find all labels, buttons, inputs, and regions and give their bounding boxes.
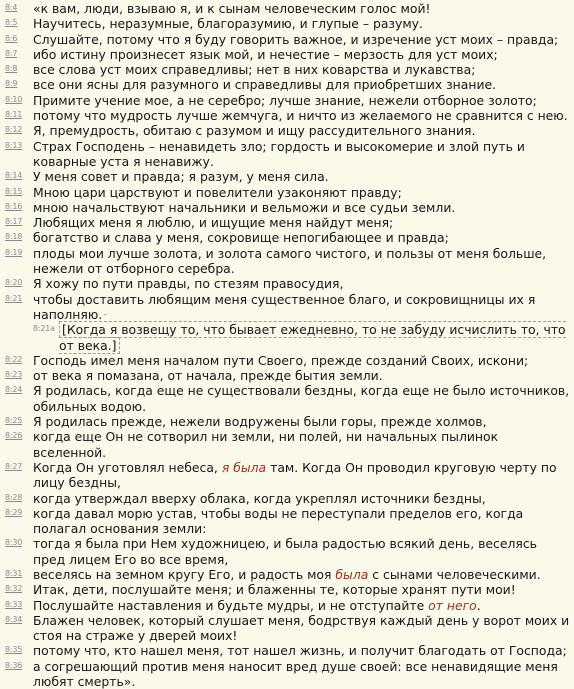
verse <box>0 230 574 245</box>
verse-text <box>33 582 516 597</box>
verse <box>0 108 574 123</box>
verse-text-segment: [Когда я возвещу то, что бывает ежедневно, то не забуду исчислить то, что от века.] <box>59 322 566 353</box>
verse <box>0 429 574 460</box>
verse-text-segment: Послушайте наставления и будьте мудры, и не отступайте <box>33 597 429 613</box>
verse <box>0 185 574 200</box>
verse <box>0 215 574 230</box>
verse-text <box>33 292 535 322</box>
verse-text <box>33 185 402 200</box>
verse-text-segment: с сынами человеческими. <box>368 566 541 582</box>
verse-text <box>33 383 569 413</box>
verse-text-segment: Я родилась прежде, нежели водружены были горы, прежде холмов, <box>33 414 487 430</box>
verse-text <box>33 567 541 582</box>
verse <box>0 613 574 644</box>
verse-number-link[interactable]: 8:29 <box>5 507 23 517</box>
verse-text-segment: Блажен человек, который слушает меня, бодрствуя каждый день у ворот моих и стоя на страже у дверей моих! <box>33 612 570 644</box>
verse <box>0 582 574 597</box>
verse-number-link[interactable]: 8:31 <box>5 568 23 578</box>
verse-text <box>33 77 496 92</box>
cross-reference-marker[interactable]: – <box>103 309 108 319</box>
verse <box>0 322 574 353</box>
verse <box>0 1 574 16</box>
verse-number-link[interactable]: 8:5 <box>5 18 18 28</box>
verse-text-segment: когда утверждал вверху облака, когда укреплял источники бездны, <box>33 490 486 506</box>
verse-number-link[interactable]: 8:36 <box>5 660 23 670</box>
verse-text <box>33 230 449 245</box>
italic-insert: от него <box>428 597 477 613</box>
verse-text <box>33 536 537 566</box>
verse-text <box>33 139 525 169</box>
verse-text-segment: Слушайте, потому что я буду говорить важное, и изречение уст моих – правда; <box>33 31 559 47</box>
verse-text-segment: Страх Господень – ненавидеть зло; гордость и высокомерие и злой путь и коварные уста я ненавижу. <box>33 138 525 169</box>
verse-text-segment: там. Когда Он проводил круговую черту по лицу бездны, <box>33 459 557 491</box>
verse-number-link[interactable]: 8:14 <box>5 171 23 181</box>
verse <box>0 93 574 108</box>
verse-number-link[interactable]: 8:10 <box>5 94 23 104</box>
verse-text <box>33 429 498 459</box>
verse-number-link[interactable]: 8:21a <box>33 324 55 334</box>
verse-text-segment: . <box>476 597 481 613</box>
verse <box>0 643 574 658</box>
verse-text <box>33 368 383 383</box>
verse-text-segment: богатство и слава у меня, сокровище непогибающее и правда; <box>33 230 449 246</box>
verse-text-segment: Научитесь, неразумные, благоразумию, и глупые – разуму. <box>33 16 423 32</box>
verse-number-link[interactable]: 8:24 <box>5 385 23 395</box>
verse <box>0 414 574 429</box>
verse <box>0 139 574 170</box>
verse <box>0 460 574 491</box>
verse-number-link[interactable]: 8:8 <box>5 64 18 74</box>
verse <box>0 200 574 215</box>
verse <box>0 383 574 414</box>
verse-number-link[interactable]: 8:19 <box>5 247 23 257</box>
verse-number-link[interactable]: 8:20 <box>5 278 23 288</box>
verse-number-link[interactable]: 8:34 <box>5 614 23 624</box>
verse-text <box>33 93 537 108</box>
verse <box>0 659 574 689</box>
verse-text <box>33 200 455 215</box>
verse-number-link[interactable]: 8:35 <box>5 645 23 655</box>
verse-number-link[interactable]: 8:13 <box>5 140 23 150</box>
verse-number-link[interactable]: 8:16 <box>5 201 23 211</box>
verse-number-link[interactable]: 8:28 <box>5 492 23 502</box>
verse <box>0 276 574 291</box>
verse-text <box>33 246 546 276</box>
verse <box>0 292 574 323</box>
verse-text <box>33 460 557 490</box>
verse <box>0 169 574 184</box>
verse-text-segment: от века я помазана, от начала, прежде бытия земли. <box>33 368 383 384</box>
verse-text-segment: «к вам, люди, взываю я, и к сынам человеческим голос мой! <box>33 1 431 16</box>
verse <box>0 567 574 582</box>
verse-number-link[interactable]: 8:7 <box>5 48 18 58</box>
verse <box>0 32 574 47</box>
verse <box>0 353 574 368</box>
verse-text-segment: Когда Он уготовлял небеса, <box>33 459 222 475</box>
verse-text-segment: Я родилась, когда еще не существовали бездны, когда еще не было источников, обильных водою. <box>33 383 570 414</box>
verse-text-segment: когда еще Он не сотворил ни земли, ни полей, ни начальных пылинок вселенной. <box>33 429 499 460</box>
verse-text-segment: Примите учение мое, а не серебро; лучше знание, нежели отборное золото; <box>33 92 537 108</box>
verse <box>0 16 574 31</box>
verse-number-link[interactable]: 8:9 <box>5 79 18 89</box>
verse-text <box>33 276 343 291</box>
verse-text-segment: потому что мудрость лучше жемчуга, и ничто из желаемого не сравнится с нею. <box>33 108 568 124</box>
verse <box>0 491 574 506</box>
verse <box>0 123 574 138</box>
verse-text-segment: тогда я была при Нем художницею, и была радостью всякий день, веселясь пред лицем Его во все время, <box>33 536 537 567</box>
verse-text-segment: Любящих меня я люблю, и ищущие меня найдут меня; <box>33 215 394 231</box>
verse-number-link[interactable]: 8:21 <box>5 293 23 303</box>
verse-number-link[interactable]: 8:33 <box>5 599 23 609</box>
verse-text <box>33 215 393 230</box>
verse-text <box>33 598 481 613</box>
verse-number-link[interactable]: 8:22 <box>5 354 23 364</box>
verse-number-link[interactable]: 8:4 <box>5 3 18 12</box>
verse-text <box>33 613 569 643</box>
verse-text-segment: чтобы доставить любящим меня существенное благо, и сокровищницы их я наполняю. <box>33 291 536 322</box>
verse-number-link[interactable]: 8:11 <box>5 110 23 120</box>
verse-text <box>33 108 568 123</box>
verse <box>0 368 574 383</box>
verse-text <box>33 16 423 31</box>
italic-insert: я была <box>221 459 267 475</box>
verse <box>0 246 574 277</box>
verse-text-segment: Господь имел меня началом пути Своего, прежде созданий Своих, искони; <box>33 352 529 368</box>
verse-text <box>33 47 498 62</box>
verse-number-link[interactable]: 8:6 <box>5 33 18 43</box>
verse-number-link[interactable]: 8:15 <box>5 186 23 196</box>
verse-text <box>33 659 558 689</box>
italic-insert: была <box>335 566 369 582</box>
verse-number-link[interactable]: 8:25 <box>5 416 23 426</box>
verse-text-segment: все они ясны для разумного и справедливы для приобретших знание. <box>33 77 497 93</box>
verse-text <box>33 123 475 138</box>
verse-text <box>33 1 430 16</box>
verse-number-link[interactable]: 8:23 <box>5 370 23 380</box>
verse-number-link[interactable]: 8:12 <box>5 125 23 135</box>
verse-number-link[interactable]: 8:32 <box>5 584 23 594</box>
verse-text-segment: Итак, дети, послушайте меня; и блаженны те, которые хранят пути мои! <box>33 582 516 598</box>
verse-number-link[interactable]: 8:17 <box>5 217 23 227</box>
verse-text-segment: веселясь на земном кругу Его, и радость моя <box>33 566 336 582</box>
verse-text-segment: все слова уст моих справедливы; нет в них коварства и лукавства; <box>33 62 476 78</box>
verse-text-segment: У меня совет и правда; я разум, у меня сила. <box>33 169 329 185</box>
verse-text-segment: ибо истину произнесет язык мой, и нечестие – мерзость для уст моих; <box>33 46 498 62</box>
verse-text-segment: плоды мои лучше золота, и золота самого чистого, и пользы от меня больше, нежели от отборного серебра. <box>33 245 547 277</box>
verse-text <box>33 414 487 429</box>
verse-text <box>33 643 567 658</box>
verse <box>0 598 574 613</box>
verse-number-link[interactable]: 8:30 <box>5 538 23 548</box>
verse-text-segment: Я, премудрость, обитаю с разумом и ищу рассудительного знания. <box>33 123 476 139</box>
verse-text-segment: Я хожу по пути правды, по стезям правосудия, <box>33 276 344 292</box>
verse <box>0 47 574 62</box>
verse <box>0 62 574 77</box>
verse-text <box>33 62 475 77</box>
verse-number-link[interactable]: 8:27 <box>5 461 23 471</box>
verse <box>0 506 574 537</box>
verse <box>0 536 574 567</box>
verse-text <box>33 169 329 184</box>
verse-text <box>59 321 566 353</box>
verse-number-link[interactable]: 8:18 <box>5 232 23 242</box>
verse-text-segment: а согрешающий против меня наносит вред душе своей: все ненавидящие меня любят смерть». <box>33 658 558 689</box>
verse-number-link[interactable]: 8:26 <box>5 431 23 441</box>
verse-text-segment: мною начальствуют начальники и вельможи и все судьи земли. <box>33 199 456 215</box>
verse-text-segment: Мною цари царствуют и повелители узаконяют правду; <box>33 184 402 200</box>
verse-text-segment: потому что, кто нашел меня, тот нашел жизнь, и получит благодать от Господа; <box>33 643 567 659</box>
verse-text <box>33 506 523 536</box>
verse-text <box>33 32 558 47</box>
verse-text <box>33 353 528 368</box>
verse-text <box>33 491 486 506</box>
verse-text-segment: когда давал морю устав, чтобы воды не переступали пределов его, когда полагал основания земли: <box>33 505 524 537</box>
verse <box>0 77 574 92</box>
